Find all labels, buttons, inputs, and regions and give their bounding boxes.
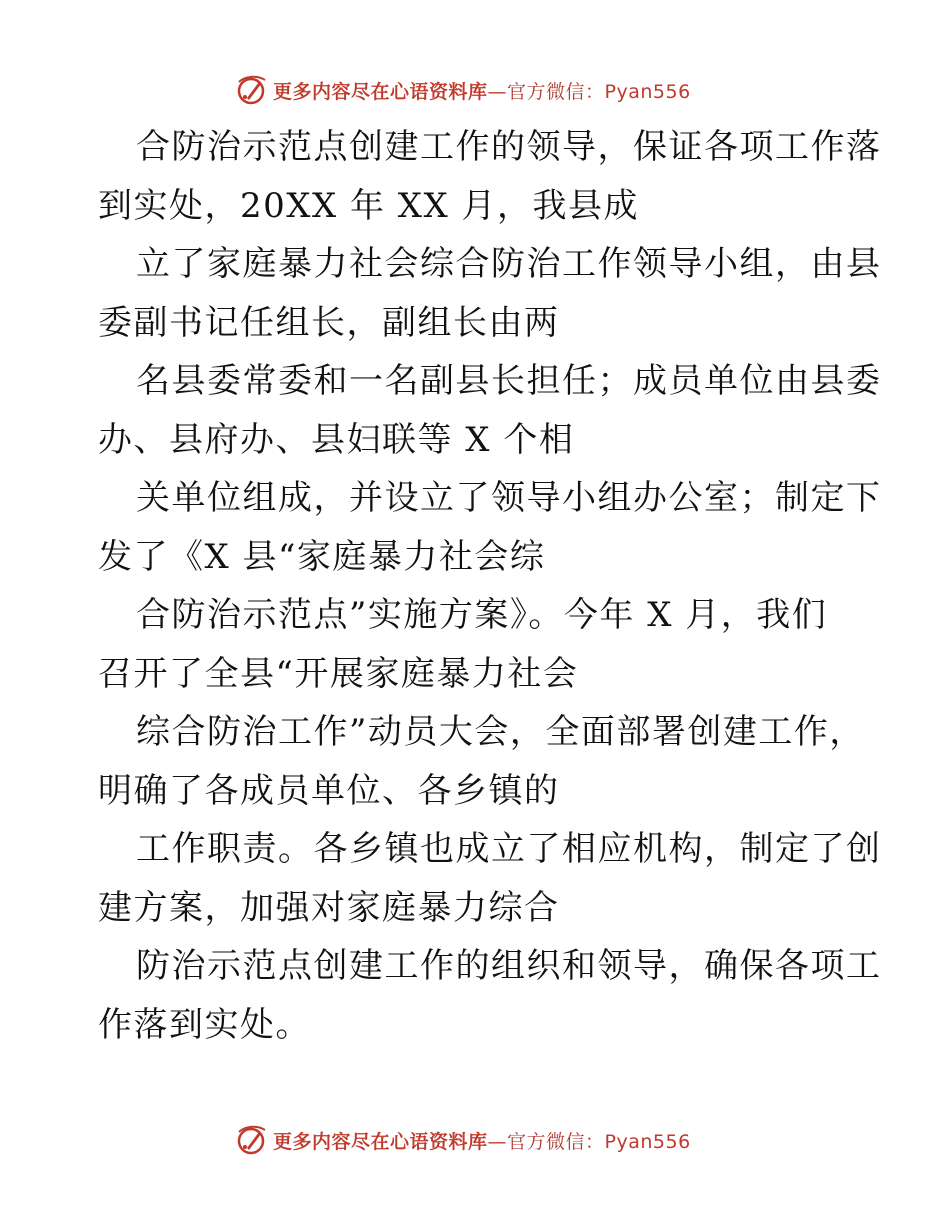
text-line: 合防治示范点”实施方案》。今年 X 月，我们 (136, 595, 828, 635)
text-line: 办、县府办、县妇联等 X 个相 (98, 419, 575, 460)
text-line: 到实处，20XX 年 XX 月，我县成 (98, 185, 640, 226)
text-line: 明确了各成员单位、各乡镇的 (98, 770, 560, 811)
text-line: 防治示范点创建工作的组织和领导，确保各项工 (136, 946, 882, 986)
header-banner (233, 72, 691, 108)
text-line: 立了家庭暴力社会综合防治工作领导小组，由县 (136, 244, 882, 284)
banner-main-text: 更多内容尽在心语资料库 (273, 1130, 488, 1153)
banner-wechat-id: Pyan556 (604, 1130, 691, 1153)
footer-banner (233, 1122, 691, 1158)
text-line: 作落到实处。 (98, 1004, 311, 1045)
banner-wechat-label: 官方微信： (507, 80, 605, 103)
banner-dash: — (487, 1130, 508, 1153)
text-line: 名县委常委和一名副县长担任；成员单位由县委 (136, 361, 882, 401)
banner-main-text: 更多内容尽在心语资料库 (273, 80, 488, 103)
text-line: 发了《X 县“家庭暴力社会综 (98, 536, 546, 577)
text-line: 委副书记任组长，副组长由两 (98, 302, 560, 343)
text-line: 合防治示范点创建工作的领导，保证各项工作落 (136, 127, 882, 167)
text-line: 关单位组成，并设立了领导小组办公室；制定下 (136, 478, 882, 518)
text-line: 工作职责。各乡镇也成立了相应机构，制定了创 (136, 829, 882, 869)
text-line: 召开了全县“开展家庭暴力社会 (98, 653, 579, 694)
text-line: 综合防治工作”动员大会，全面部署创建工作， (136, 712, 865, 752)
banner-dash: — (487, 80, 508, 103)
quill-pen-logo-icon (233, 1122, 269, 1158)
quill-pen-logo-icon (233, 72, 269, 108)
banner-wechat-label: 官方微信： (507, 1130, 605, 1153)
document-body (98, 118, 882, 1054)
banner-wechat-id: Pyan556 (604, 80, 691, 103)
text-line: 建方案，加强对家庭暴力综合 (98, 887, 560, 928)
